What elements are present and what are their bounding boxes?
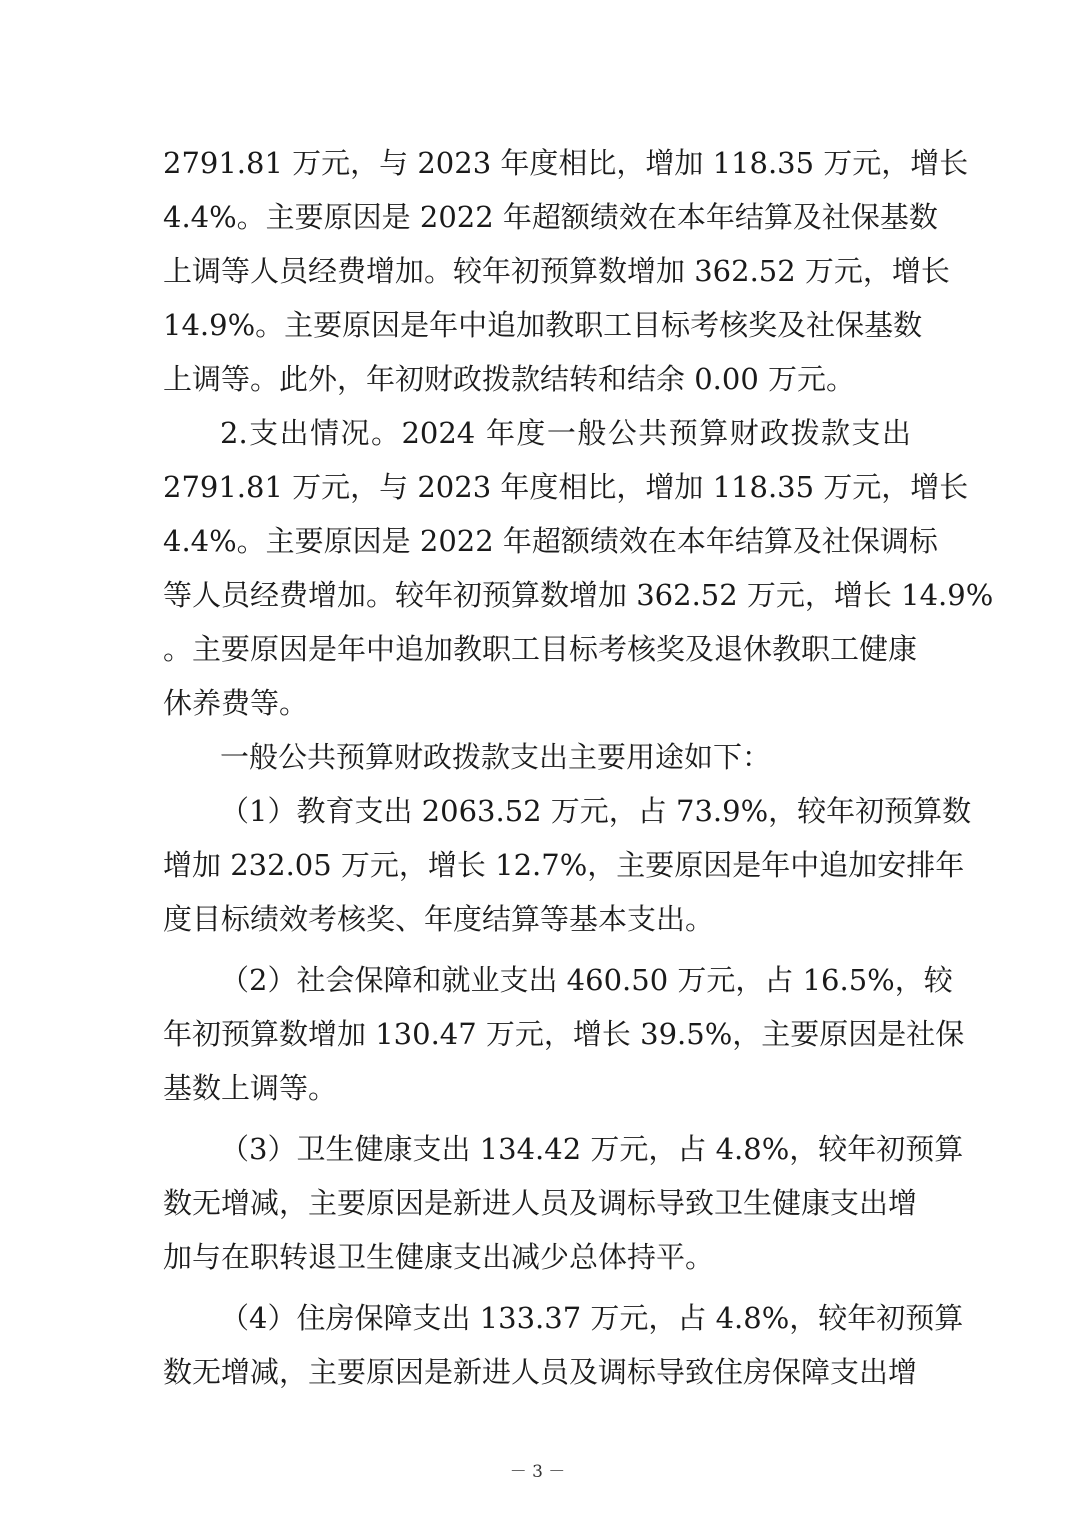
text-line-15: 度目标绩效考核奖、年度结算等基本支出。 [163,902,715,936]
text-line-7: 2791.81 万元，与 2023 年度相比，增加 118.35 万元，增长 [163,470,969,504]
text-line-20: 数无增减，主要原因是新进人员及调标导致卫生健康支出增 [163,1186,918,1220]
text-line-6: 2.支出情况。2024 年度一般公共预算财政拨款支出 [220,416,911,450]
text-line-3: 上调等人员经费增加。较年初预算数增加 362.52 万元，增长 [163,254,950,288]
text-line-17: 年初预算数增加 130.47 万元，增长 39.5%，主要原因是社保 [163,1017,965,1051]
text-line-13: （1）教育支出 2063.52 万元，占 73.9%，较年初预算数 [220,794,972,828]
text-line-18: 基数上调等。 [163,1071,338,1105]
text-line-14: 增加 232.05 万元，增长 12.7%，主要原因是年中追加安排年 [163,848,965,882]
page-number: － 3 － [509,1462,566,1482]
text-line-5: 上调等。此外，年初财政拨款结转和结余 0.00 万元。 [163,362,856,396]
text-line-11: 休养费等。 [163,686,309,720]
text-line-9: 等人员经费增加。较年初预算数增加 362.52 万元，增长 14.9% [163,578,994,612]
text-line-4: 14.9%。主要原因是年中追加教职工目标考核奖及社保基数 [163,308,923,342]
text-line-1: 2791.81 万元，与 2023 年度相比，增加 118.35 万元，增长 [163,146,969,180]
text-line-21: 加与在职转退卫生健康支出减少总体持平。 [163,1240,715,1274]
text-line-19: （3）卫生健康支出 134.42 万元，占 4.8%，较年初预算 [220,1132,964,1166]
text-line-10: 。主要原因是年中追加教职工目标考核奖及退休教职工健康 [163,632,918,666]
text-line-2: 4.4%。主要原因是 2022 年超额绩效在本年结算及社保基数 [163,200,938,234]
text-line-22: （4）住房保障支出 133.37 万元，占 4.8%，较年初预算 [220,1301,964,1335]
text-line-23: 数无增减，主要原因是新进人员及调标导致住房保障支出增 [163,1355,918,1389]
text-line-16: （2）社会保障和就业支出 460.50 万元，占 16.5%，较 [220,963,953,997]
text-line-12: 一般公共预算财政拨款支出主要用途如下： [220,740,772,774]
text-line-8: 4.4%。主要原因是 2022 年超额绩效在本年结算及社保调标 [163,524,938,558]
